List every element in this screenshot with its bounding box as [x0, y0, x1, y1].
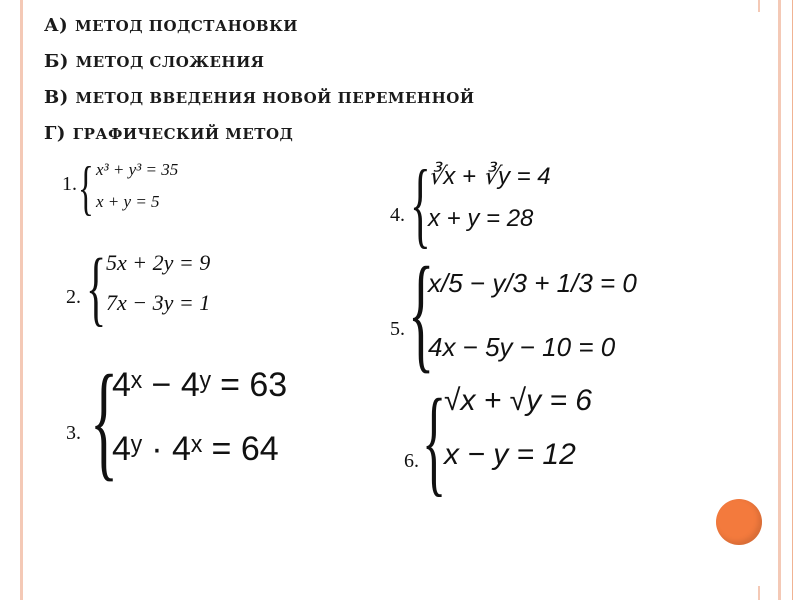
system-4-brace: { [410, 150, 431, 257]
method-a: А) МЕТОД ПОДСТАНОВКИ [44, 15, 298, 36]
orange-circle-icon [716, 499, 762, 545]
system-5-equation-2: 4x − 5y − 10 = 0 [428, 332, 616, 362]
system-2-equation-2: 7x − 3y = 1 [106, 290, 211, 315]
system-4-number: 4. [390, 204, 405, 226]
system-5-number: 5. [390, 318, 405, 340]
system-2-equation-1: 5x + 2y = 9 [106, 250, 211, 275]
decorative-line-top [758, 0, 760, 12]
system-1-brace: { [78, 155, 94, 221]
system-1-equation-2: x + y = 5 [96, 192, 160, 211]
system-5-brace: { [408, 241, 435, 385]
system-3-equation-2: 4ʸ · 4ˣ = 64 [112, 430, 279, 468]
system-2-brace: { [86, 242, 107, 335]
system-6-number: 6. [404, 450, 419, 472]
system-2-number: 2. [66, 286, 81, 308]
system-3-brace: { [90, 349, 119, 493]
system-1-number: 1. [62, 173, 77, 195]
slide-border-right [778, 0, 781, 600]
system-6-equation-2: x − y = 12 [444, 438, 576, 471]
system-6-equation-1: √x + √y = 6 [444, 384, 592, 417]
system-4-equation-1: ∛x + ∛y = 4 [428, 163, 551, 190]
methods-list [44, 8, 475, 152]
system-3-equation-1: 4ˣ − 4ʸ = 63 [112, 366, 288, 404]
slide-border-left [20, 0, 23, 600]
method-c: В) МЕТОД ВВЕДЕНИЯ НОВОЙ ПЕРЕМЕННОЙ [44, 87, 475, 108]
system-4-equation-2: x + y = 28 [428, 205, 534, 232]
method-d: Г) ГРАФИЧЕСКИЙ МЕТОД [44, 123, 294, 144]
decorative-line-bottom [758, 586, 760, 600]
system-1-equation-1: x³ + y³ = 35 [96, 160, 179, 179]
system-3-number: 3. [66, 422, 81, 444]
decorative-line [792, 0, 793, 600]
method-b: Б) МЕТОД СЛОЖЕНИЯ [44, 51, 265, 72]
system-5-equation-1: x/5 − y/3 + 1/3 = 0 [428, 268, 637, 298]
system-6-brace: { [422, 374, 447, 507]
